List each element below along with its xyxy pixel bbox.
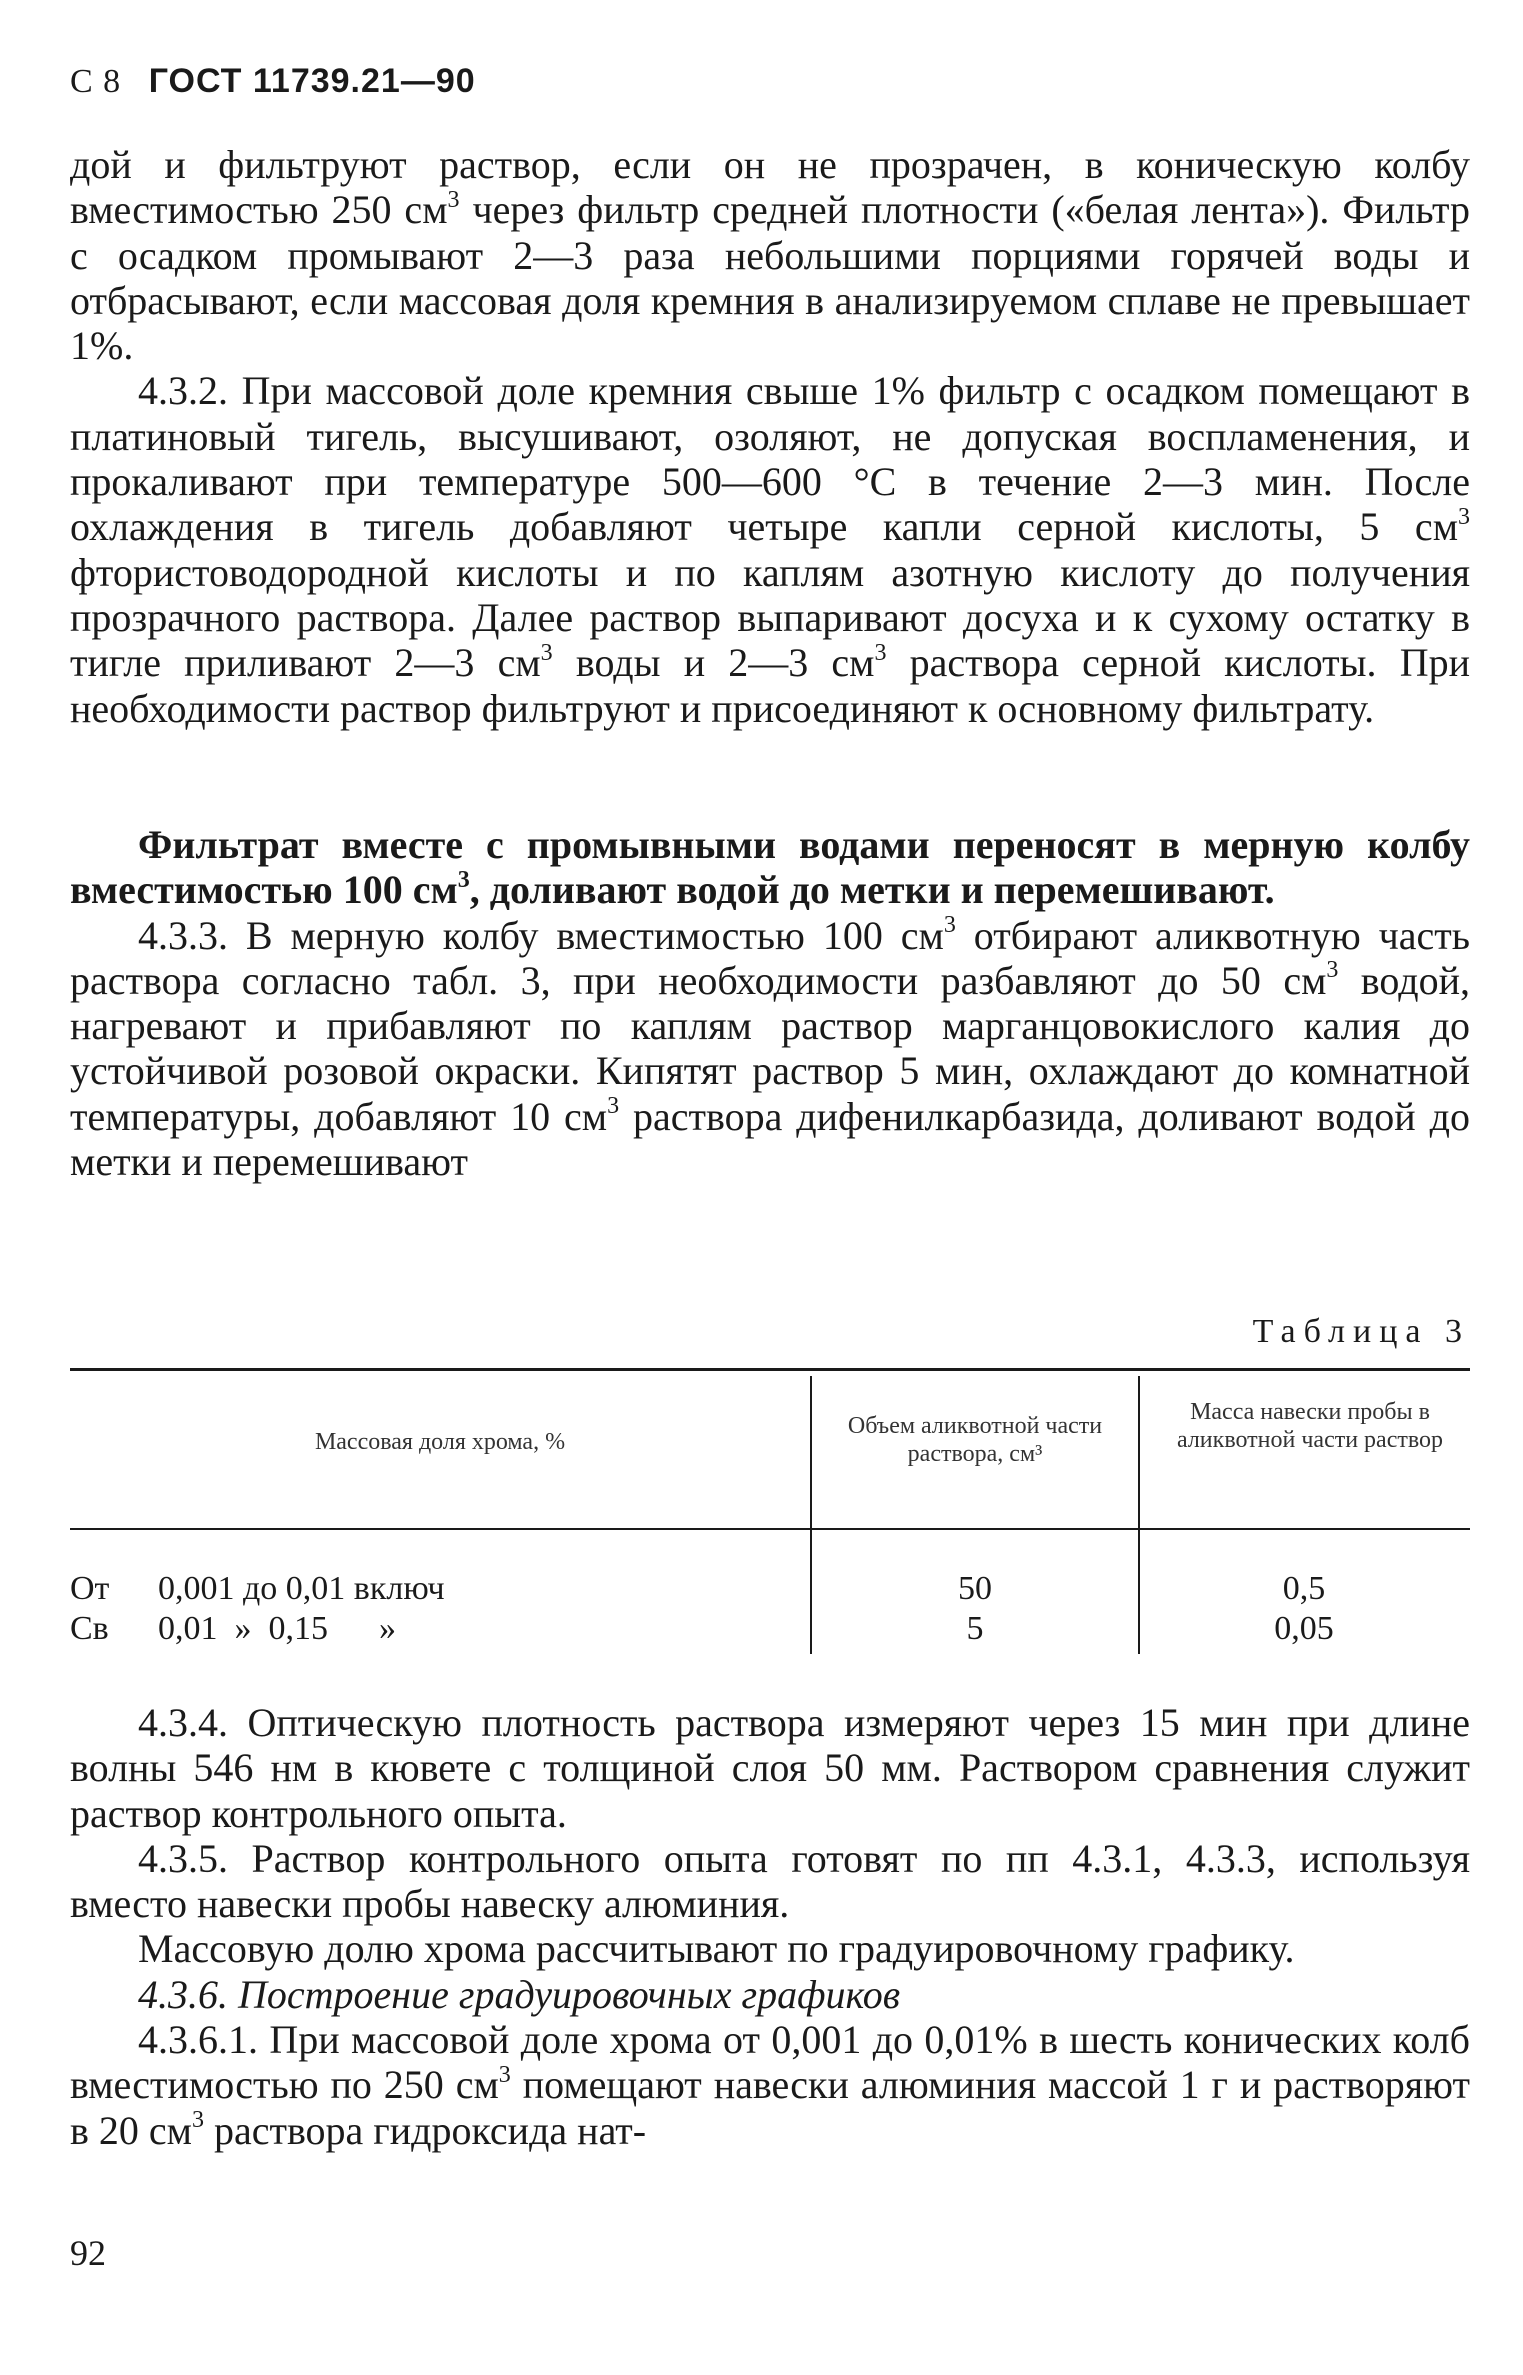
row-2-range: 0,01 » 0,15 » [158, 1610, 396, 1647]
text-span: водой, нагревают и прибавляют по каплям раствор марганцовокислого калия до устойчивой розовой окраски. Кипятят раствор 5 мин, охлаждают до комнатной температуры, добавляют 10 см [70, 957, 1470, 1139]
text-span: раствора дифенилкарбазида, доливают водой до метки и перемешивают [70, 1093, 1470, 1185]
paragraph-calc: Массовую долю хрома рассчитывают по градуировочному графику. [138, 1926, 1295, 1972]
text-span: раствора гидроксида нат- [203, 2107, 647, 2153]
header-aliquot-volume: Объем аликвотной части раствора, см³ [847, 1413, 1103, 1467]
superscript: 3 [607, 1093, 620, 1120]
paragraph [70, 142, 1470, 368]
row-2-volume: 5 [966, 1610, 984, 1647]
text-span: отбирают аликвотную часть раствора согласно табл. 3, при необходимости разбавляют до 50 см [70, 912, 1470, 1003]
text-span: 4.3.6.1. При массовой доле хрома от 0,001 до 0,01% в шесть конических колб вместимостью по 250 см [70, 2017, 1470, 2108]
text-block-3 [70, 1700, 1470, 2153]
superscript: 3 [498, 2061, 511, 2088]
row-1-prefix: От [70, 1570, 110, 1607]
superscript: 3 [191, 2106, 204, 2133]
table-header-rule [70, 1528, 1470, 1530]
superscript: 3 [540, 639, 553, 666]
paragraph-4-3-4: 4.3.4. Оптическую плотность раствора измеряют через 15 мин при длине волны 546 нм в кювете с толщиной слоя 50 мм. Раствором сравнения служит раствор контрольного опыта. [70, 1700, 1470, 1836]
paragraph-4-3-5: 4.3.5. Раствор контрольного опыта готовят по пп 4.3.1, 4.3.3, используя вместо навески пробы навеску алюминия. [70, 1835, 1470, 1927]
table-top-rule [70, 1368, 1470, 1371]
superscript: 3 [447, 186, 460, 213]
row-1-volume: 50 [958, 1570, 992, 1607]
superscript: 3 [1326, 957, 1339, 984]
paragraph-4-3-6-1 [70, 2017, 1470, 2153]
superscript: 3 [874, 639, 887, 666]
table-3 [70, 1368, 1470, 1658]
document-page [70, 0, 1470, 2375]
header-mass-fraction: Массовая доля хрома, % [314, 1429, 566, 1455]
text-span: 4.3.2. При массовой доле кремния свыше 1% фильтр с осадком помещают в платиновый тигель, высушивают, озоляют, не допуская воспламенения, и прокаливают при температуре 500—600 °С в течение 2—3 мин. После охлаждения в тигель добавляют четыре капли серной кислоты, 5 см [70, 368, 1470, 550]
text-block-1 [70, 142, 1470, 731]
paragraph-4-3-2 [70, 368, 1470, 730]
text-span: фтористоводородной кислоты и по каплям азотную кислоту до получения прозрачного раствора. Далее раствор выпаривают досуха и к сухому остатку в тигле приливают 2—3 см [70, 549, 1470, 686]
superscript: 3 [1458, 503, 1470, 530]
row-2-mass: 0,05 [1274, 1610, 1334, 1647]
text-span: через фильтр средней плотности («белая лента»). Фильтр с осадком промывают 2—3 раза небольшими порциями горячей воды и отбрасывают, если массовая доля кремния в анализируемом сплаве не превышает 1%. [70, 187, 1471, 369]
superscript: 3 [457, 866, 470, 893]
page-number: 92 [70, 2233, 106, 2273]
row-1-mass: 0,5 [1282, 1570, 1326, 1607]
text-block-2 [70, 822, 1470, 1184]
paragraph-filtrate [70, 822, 1470, 913]
text-span: помещают навески алюминия массой 1 г и растворяют в 20 см [70, 2062, 1471, 2153]
text-span: раствора серной кислоты. При необходимости раствор фильтруют и присоединяют к основному фильтрату. [70, 640, 1470, 731]
text-span: воды и 2—3 см [552, 640, 875, 686]
text-span: Фильтрат вместе с промывными водами переносят в мерную колбу вместимостью 100 см [70, 822, 1470, 913]
superscript: 3 [943, 911, 956, 938]
page-reference: С 8 [70, 63, 122, 100]
text-span: дой и фильтруют раствор, если он не прозрачен, в коническую колбу вместимостью 250 см [70, 142, 1470, 233]
row-2-prefix: Св [70, 1610, 109, 1647]
text-span: , доливают водой до метки и перемешивают. [469, 867, 1275, 913]
standard-number: ГОСТ 11739.21—90 [148, 62, 476, 100]
header-sample-mass: Масса навески пробы в аликвотной части раствор [1176, 1399, 1444, 1453]
row-1-range: 0,001 до 0,01 включ [158, 1570, 445, 1607]
section-heading-4-3-6: 4.3.6. Построение градуировочных графиков [138, 1971, 901, 2017]
text-span: 4.3.3. В мерную колбу вместимостью 100 см [138, 912, 944, 958]
running-header [70, 62, 476, 101]
table-caption: Таблица 3 [1252, 1313, 1470, 1350]
paragraph-4-3-3 [70, 913, 1470, 1185]
